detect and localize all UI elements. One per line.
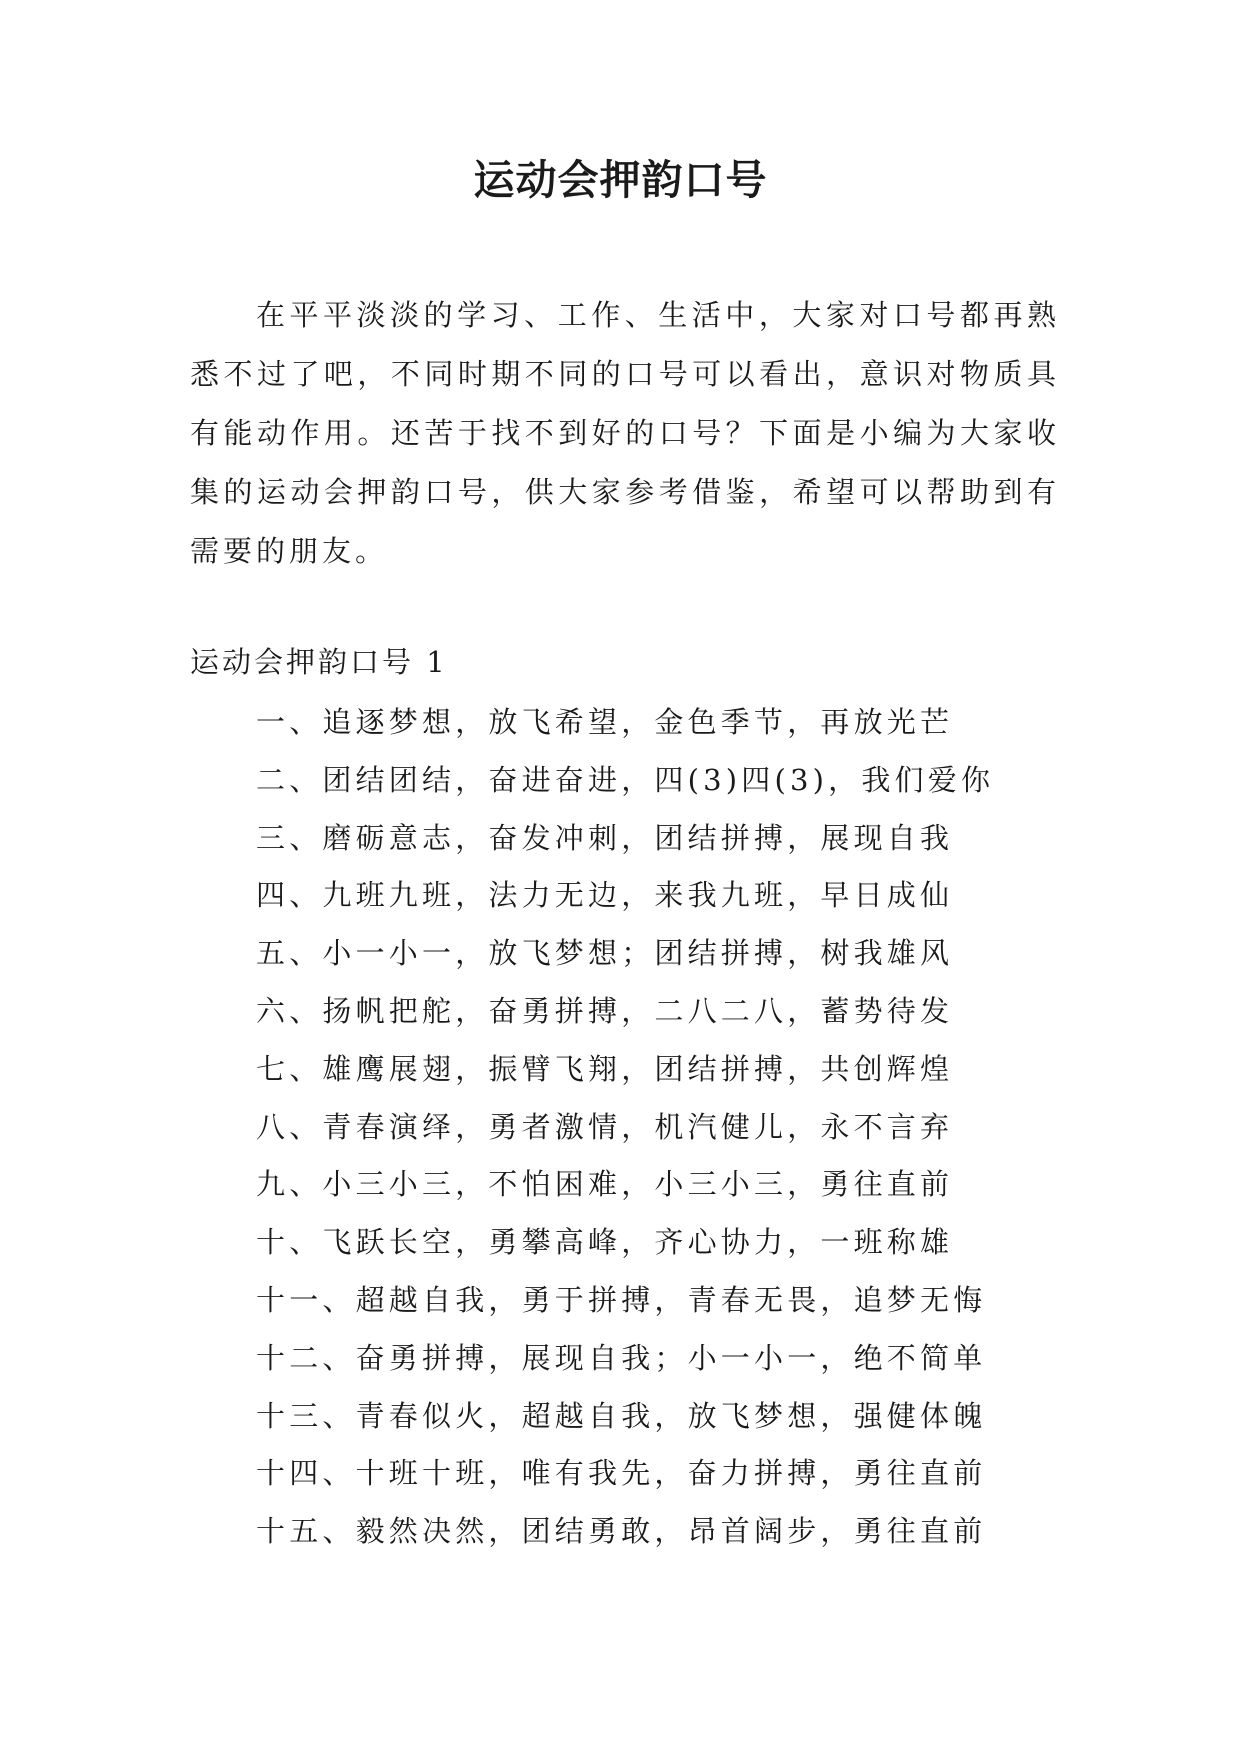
document-title: 运动会押韵口号: [473, 156, 768, 204]
slogan-item: 九、小三小三，不怕困难，小三小三，勇往直前: [256, 1167, 954, 1202]
slogan-item: 十、飞跃长空，勇攀高峰，齐心协力，一班称雄: [256, 1225, 954, 1260]
slogan-list: [256, 694, 994, 1561]
slogan-item: 三、磨砺意志，奋发冲刺，团结拼搏，展现自我: [256, 820, 954, 855]
slogan-item: 十一、超越自我，勇于拼搏，青春无畏，追梦无悔: [256, 1282, 987, 1317]
intro-paragraph: 在平平淡淡的学习、工作、生活中，大家对口号都再熟悉不过了吧，不同时期不同的口号可以看出，意识对物质具有能动作用。还苦于找不到好的口号？下面是小编为大家收集的运动会押韵口号，供大家参考借鉴，希望可以帮助到有需要的朋友。: [190, 298, 1060, 568]
slogan-item: 四、九班九班，法力无边，来我九班，早日成仙: [256, 878, 954, 913]
slogan-item: 八、青春演绎，勇者激情，机汽健儿，永不言弃: [256, 1109, 954, 1144]
slogan-item: 十四、十班十班，唯有我先，奋力拼搏，勇往直前: [256, 1456, 987, 1491]
slogan-item: 一、追逐梦想，放飞希望，金色季节，再放光芒: [256, 705, 954, 739]
section-heading: 运动会押韵口号 1: [190, 645, 448, 679]
slogan-item: 十五、毅然决然，团结勇敢，昂首阔步，勇往直前: [256, 1514, 987, 1549]
slogan-item: 五、小一小一，放飞梦想；团结拼搏，树我雄风: [256, 936, 954, 971]
slogan-item: 七、雄鹰展翅，振臂飞翔，团结拼搏，共创辉煌: [256, 1051, 954, 1086]
slogan-item: 六、扬帆把舵，奋勇拼搏，二八二八，蓄势待发: [256, 993, 954, 1028]
slogan-item: 十三、青春似火，超越自我，放飞梦想，强健体魄: [256, 1398, 987, 1433]
slogan-item: 二、团结团结，奋进奋进，四(3)四(3)，我们爱你: [256, 762, 995, 797]
slogan-item: 十二、奋勇拼搏，展现自我；小一小一，绝不简单: [256, 1340, 987, 1375]
